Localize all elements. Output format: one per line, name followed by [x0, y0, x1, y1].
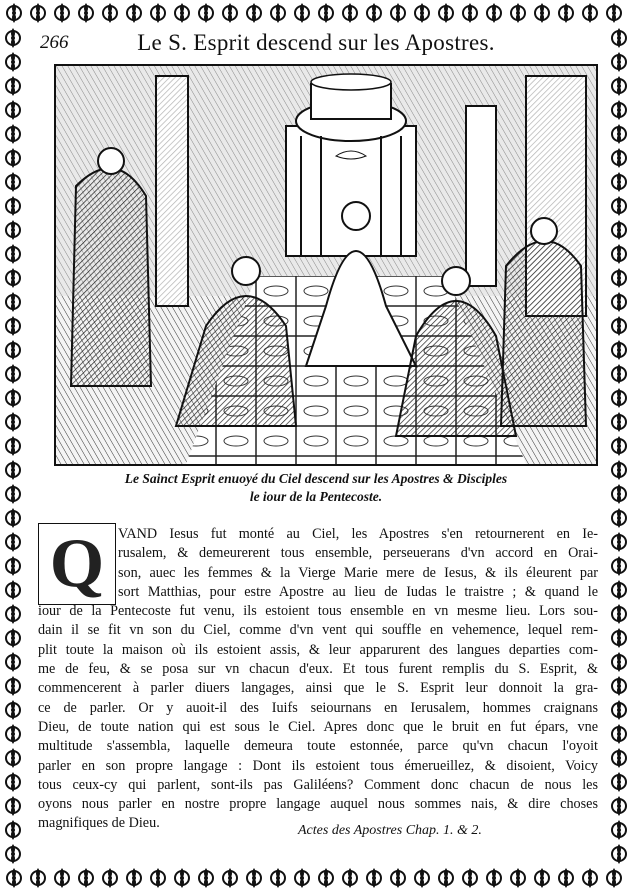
border-motif-icon: [1, 842, 25, 866]
border-motif-icon: [506, 866, 530, 890]
border-motif-icon: [607, 218, 631, 242]
border-motif-icon: [482, 866, 506, 890]
woodcut-illustration: [54, 64, 598, 466]
ornamental-border-top: [0, 0, 632, 26]
border-motif-icon: [1, 458, 25, 482]
border-motif-icon: [1, 242, 25, 266]
border-motif-icon: [1, 722, 25, 746]
border-motif-icon: [386, 866, 410, 890]
border-motif-icon: [434, 866, 458, 890]
border-motif-icon: [607, 362, 631, 386]
body-line: son, auec les femmes & la Vierge Marie mere de Iesus, & ils éleurent par: [118, 564, 598, 581]
border-motif-icon: [1, 770, 25, 794]
border-motif-icon: [607, 650, 631, 674]
scripture-reference: Actes des Apostres Chap. 1. & 2.: [298, 823, 482, 838]
border-motif-icon: [607, 170, 631, 194]
border-motif-icon: [194, 1, 218, 25]
border-motif-icon: [218, 866, 242, 890]
border-motif-icon: [290, 866, 314, 890]
border-motif-icon: [607, 26, 631, 50]
border-motif-icon: [362, 1, 386, 25]
border-motif-icon: [194, 866, 218, 890]
border-motif-icon: [607, 602, 631, 626]
border-motif-icon: [1, 26, 25, 50]
border-motif-icon: [1, 122, 25, 146]
page-header: [40, 30, 592, 60]
border-motif-icon: [50, 866, 74, 890]
border-motif-icon: [607, 434, 631, 458]
body-line: dain il se fit vn son du Ciel, comme d'vn vent qui souffle en vehemence, lequel rem-: [38, 622, 598, 639]
border-motif-icon: [1, 818, 25, 842]
body-line: me de feu, & se posa sur vn chacun d'eux. Et tous furent remplis du S. Esprit, &: [38, 661, 598, 678]
border-motif-icon: [482, 1, 506, 25]
border-motif-icon: [1, 218, 25, 242]
border-motif-icon: [530, 866, 554, 890]
border-motif-icon: [74, 1, 98, 25]
border-motif-icon: [1, 554, 25, 578]
border-motif-icon: [1, 578, 25, 602]
border-motif-icon: [1, 98, 25, 122]
border-motif-icon: [1, 434, 25, 458]
initial-letter: Q: [49, 525, 105, 602]
pentecost-scene-icon: [56, 66, 596, 464]
border-motif-icon: [1, 506, 25, 530]
border-motif-icon: [607, 314, 631, 338]
border-motif-icon: [607, 842, 631, 866]
border-motif-icon: [266, 866, 290, 890]
border-motif-icon: [607, 266, 631, 290]
border-motif-icon: [607, 698, 631, 722]
border-motif-icon: [607, 530, 631, 554]
border-motif-icon: [1, 602, 25, 626]
body-line: VAND Iesus fut monté au Ciel, les Apostres s'en retournerent en Ie-: [118, 526, 598, 542]
border-motif-icon: [1, 74, 25, 98]
border-motif-icon: [74, 866, 98, 890]
border-motif-icon: [578, 1, 602, 25]
border-motif-icon: [607, 794, 631, 818]
border-motif-icon: [607, 482, 631, 506]
border-motif-icon: [578, 866, 602, 890]
border-motif-icon: [554, 1, 578, 25]
border-motif-icon: [218, 1, 242, 25]
body-line: rusalem, & demeurerent tous ensemble, perseuerans d'vn accord en Orai-: [118, 545, 598, 562]
border-motif-icon: [338, 866, 362, 890]
body-line: tous ceux-cy qui parlent, sont-ils pas Galiléens? Comment donc chacun de nous les: [38, 776, 598, 793]
border-motif-icon: [1, 362, 25, 386]
body-line: plit toute la maison où ils estoient assis, & leur apparurent des langues departies com-: [38, 641, 598, 658]
border-motif-icon: [386, 1, 410, 25]
border-motif-icon: [607, 242, 631, 266]
border-motif-icon: [26, 866, 50, 890]
border-motif-icon: [554, 866, 578, 890]
border-motif-icon: [1, 146, 25, 170]
border-motif-icon: [1, 650, 25, 674]
border-motif-icon: [458, 866, 482, 890]
page-number: 266: [40, 32, 69, 53]
border-motif-icon: [506, 1, 530, 25]
page-title: Le S. Esprit descend sur les Apostres.: [137, 30, 495, 55]
border-motif-icon: [1, 266, 25, 290]
border-motif-icon: [1, 674, 25, 698]
body-line: iour de la Pentecoste fut venu, ils estoient tous ensemble en vn mesme lieu. Lors sou-: [38, 603, 598, 620]
body-line: commencerent à parler diuers langages, ainsi que le S. Esprit leur donnoit la gra-: [38, 680, 598, 697]
border-motif-icon: [607, 626, 631, 650]
border-motif-icon: [1, 194, 25, 218]
body-line: magnifiques de Dieu.: [38, 815, 160, 832]
border-motif-icon: [146, 1, 170, 25]
border-motif-icon: [607, 410, 631, 434]
body-text: [38, 525, 598, 834]
border-motif-icon: [607, 50, 631, 74]
border-motif-icon: [242, 1, 266, 25]
border-motif-icon: [607, 554, 631, 578]
caption-line-2: le iour de la Pentecoste.: [249, 489, 383, 504]
border-motif-icon: [1, 482, 25, 506]
border-motif-icon: [26, 1, 50, 25]
border-motif-icon: [1, 626, 25, 650]
border-motif-icon: [434, 1, 458, 25]
border-motif-icon: [607, 146, 631, 170]
border-motif-icon: [607, 746, 631, 770]
body-line: multitude s'assembla, laquelle demeura toute estonnée, parce qu'vn chacun l'oyoit: [38, 738, 598, 755]
body-line: parler en son propre langage : Dont ils estoient tous émerueillez, & disoient, Voicy: [38, 757, 598, 774]
border-motif-icon: [1, 50, 25, 74]
border-motif-icon: [1, 794, 25, 818]
body-line: Dieu, de toute nation qui est sous le Ciel. Apres donc que le bruit en fut épars, vne: [38, 718, 598, 735]
border-motif-icon: [50, 1, 74, 25]
border-motif-icon: [170, 1, 194, 25]
border-motif-icon: [607, 770, 631, 794]
border-motif-icon: [1, 290, 25, 314]
border-motif-icon: [362, 866, 386, 890]
border-motif-icon: [122, 1, 146, 25]
border-motif-icon: [607, 290, 631, 314]
border-motif-icon: [98, 866, 122, 890]
border-motif-icon: [314, 1, 338, 25]
border-motif-icon: [607, 578, 631, 602]
border-motif-icon: [1, 170, 25, 194]
ornamental-border-left: [0, 0, 26, 891]
border-motif-icon: [1, 338, 25, 362]
border-motif-icon: [170, 866, 194, 890]
border-motif-icon: [607, 338, 631, 362]
illustration-caption: [40, 470, 592, 506]
border-motif-icon: [607, 386, 631, 410]
border-motif-icon: [338, 1, 362, 25]
border-motif-icon: [607, 722, 631, 746]
border-motif-icon: [410, 1, 434, 25]
border-motif-icon: [1, 386, 25, 410]
ornamental-border-bottom: [0, 865, 632, 891]
border-motif-icon: [314, 866, 338, 890]
border-motif-icon: [607, 674, 631, 698]
border-motif-icon: [458, 1, 482, 25]
border-motif-icon: [607, 74, 631, 98]
caption-line-1: Le Sainct Esprit enuoyé du Ciel descend sur les Apostres & Disciples: [124, 471, 508, 486]
border-motif-icon: [1, 314, 25, 338]
border-motif-icon: [1, 746, 25, 770]
border-motif-icon: [607, 506, 631, 530]
border-motif-icon: [1, 410, 25, 434]
border-motif-icon: [266, 1, 290, 25]
border-motif-icon: [607, 458, 631, 482]
border-motif-icon: [530, 1, 554, 25]
border-motif-icon: [607, 194, 631, 218]
body-line: sort Matthias, pour estre Apostre au lieu de Iudas le traistre ; & quand le: [118, 583, 598, 600]
border-motif-icon: [122, 866, 146, 890]
border-motif-icon: [607, 818, 631, 842]
ornamental-border-right: [606, 0, 632, 891]
border-motif-icon: [1, 530, 25, 554]
border-motif-icon: [607, 122, 631, 146]
border-motif-icon: [146, 866, 170, 890]
border-motif-icon: [1, 698, 25, 722]
border-motif-icon: [242, 866, 266, 890]
border-motif-icon: [98, 1, 122, 25]
border-motif-icon: [290, 1, 314, 25]
border-motif-icon: [410, 866, 434, 890]
body-line: ce de parler. Or y auoit-il des Iuifs seiournans en Ierusalem, hommes craignans: [38, 699, 598, 716]
border-motif-icon: [607, 98, 631, 122]
body-line: oyons nous parler en nostre propre langage auquel nous sommes nais, & dire choses: [38, 796, 598, 813]
